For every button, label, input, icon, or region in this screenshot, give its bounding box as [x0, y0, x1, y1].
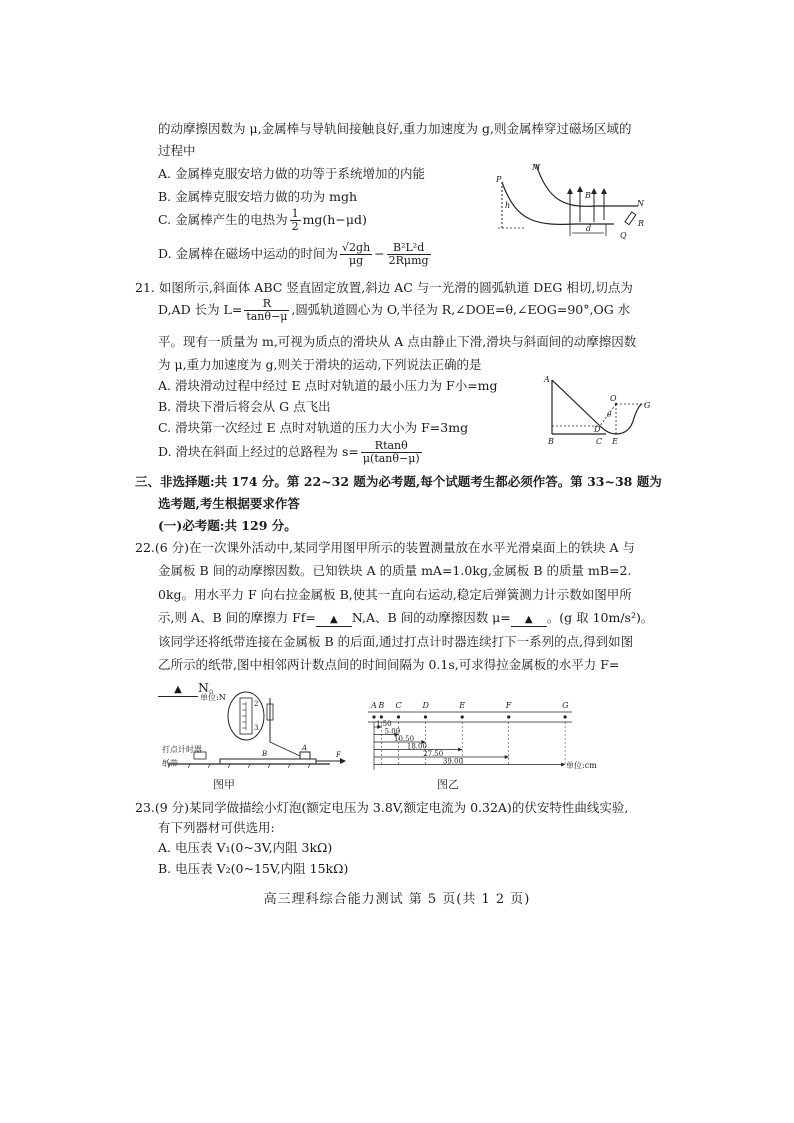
label-G: G [644, 401, 651, 410]
q22-line4 [158, 610, 653, 627]
q20-option-d-fraction2 [387, 242, 431, 267]
section3-line2: 选考题,考生根据要求作答 [158, 496, 300, 511]
q21-option-d [158, 440, 424, 465]
label-R: R [638, 219, 645, 228]
fraction-denominator: μg [349, 254, 364, 268]
fig-jia-label-F: F [336, 751, 341, 759]
tape-point-label-E: E [459, 701, 466, 710]
fraction-numerator: B²L²d [387, 242, 431, 255]
q21-line4: 为 μ,重力加速度为 g,则关于滑块的运动,下列说法正确的是 [158, 357, 482, 372]
tape-distance-label: 1.50 [376, 720, 392, 728]
tape-point-label-C: C [395, 701, 402, 710]
q21-line2-pre: D,AD 长为 L= [158, 302, 243, 318]
q22-line3: 0kg。用水平力 F 向右拉金属板 B,使其一直向右运动,稳定后弹簧测力计示数如图甲所 [158, 587, 632, 602]
fig-jia-tick3: 3 [254, 724, 259, 732]
q23-option-b: B. 电压表 V₂(0~15V,内阻 15kΩ) [158, 861, 349, 876]
q21-line2 [158, 298, 630, 323]
tape-dot-D [424, 715, 427, 718]
q22-line6: 乙所示的纸带,图中相邻两计数点间的时间间隔为 0.1s,可求得拉金属板的水平力 F= [158, 657, 620, 672]
label-C: C [596, 437, 603, 446]
fig-jia-unit: 单位:N [200, 693, 226, 702]
page-footer: 高三理科综合能力测试 第 5 页(共 1 2 页) [263, 892, 531, 907]
q20-option-c-text: C. 金属棒产生的电热为 [158, 212, 288, 228]
q20-rail-figure [496, 162, 646, 242]
tape-distance-label: 39.00 [442, 757, 463, 766]
q20-option-c [158, 208, 367, 233]
section3-line1: 三、非选择题:共 174 分。第 22~32 题为必考题,每个试题考生都必须作答。第 33~38 题为 [135, 474, 662, 489]
tape-distance-label: 18.00 [406, 742, 427, 751]
fig-yi-unit: 单位:cm [566, 761, 597, 770]
q21-line3: 平。现有一质量为 m,可视为质点的滑块从 A 点由静止下滑,滑块与斜面间的动摩擦因数 [158, 334, 637, 349]
fraction-denominator: 2 [291, 220, 299, 234]
label-M: M [532, 163, 541, 172]
tape-dot-B [380, 715, 383, 718]
q20-option-c-expr: mg(h−μd) [302, 212, 367, 228]
answer-blank-1[interactable]: ▲ [316, 614, 352, 627]
label-d: d [586, 224, 592, 233]
label-O: O [610, 394, 617, 403]
minus-sign: − [374, 246, 385, 262]
q22-line4-c: 。(g 取 10m/s²)。 [546, 610, 654, 625]
tape-point-label-A: A [371, 701, 377, 710]
tape-point-label-B: B [378, 701, 385, 710]
q20-stem-line1: 的动摩擦因数为 μ,金属棒与导轨间接触良好,重力加速度为 g,则金属棒穿过磁场区域的 [158, 121, 632, 136]
tape-dot-A [372, 715, 375, 718]
q23-option-a: A. 电压表 V₁(0~3V,内阻 3kΩ) [158, 840, 333, 855]
fig-jia-label-B: B [262, 750, 268, 758]
q20-option-c-fraction [290, 208, 301, 233]
fig-yi-caption: 图乙 [437, 778, 459, 791]
q20-option-a: A. 金属棒克服安培力做的功等于系统增加的内能 [158, 166, 425, 181]
fig-yi [366, 700, 616, 774]
q20-option-d-text: D. 金属棒在磁场中运动的时间为 [158, 246, 339, 262]
q21-l-fraction [244, 298, 289, 323]
tape-dimension-arrow [458, 748, 462, 752]
q21-option-d-fraction [361, 440, 422, 465]
tape-dot-F [507, 715, 510, 718]
tape-point-label-D: D [422, 701, 429, 710]
tape-distance-label: 27.50 [423, 750, 444, 758]
fraction-denominator: 2Rμmg [388, 254, 429, 268]
label-Q: Q [620, 231, 627, 240]
q20-option-d-fraction1 [340, 242, 372, 267]
q21-option-d-text: D. 滑块在斜面上经过的总路程为 s= [158, 444, 359, 460]
label-B: B [585, 191, 591, 200]
fig-jia-label-A: A [302, 744, 308, 752]
tape-dimension-arrow [561, 763, 565, 767]
tape-distance-label: 10.50 [394, 735, 415, 743]
tape-point-label-F: F [505, 701, 512, 710]
section3-subheading: (一)必考题:共 129 分。 [158, 518, 297, 533]
fraction-numerator: Rtanθ [361, 440, 422, 453]
label-A: A [544, 375, 550, 384]
fig-jia-caption: 图甲 [213, 778, 235, 791]
tape-distance-label: 5.00 [384, 727, 401, 736]
fig-jia [160, 690, 350, 770]
label-theta: θ [607, 411, 612, 419]
fraction-denominator: μ(tanθ−μ) [362, 452, 420, 466]
label-N: N [637, 199, 644, 208]
q21-line1: 21. 如图所示,斜面体 ABC 竖直固定放置,斜边 AC 与一光滑的圆弧轨道 DEG 相切,切点为 [135, 280, 633, 295]
q22-line4-a: 示,则 A、B 间的摩擦力 Ff= [158, 610, 316, 625]
tape-dot-E [461, 715, 464, 718]
fraction-numerator: √2gh [342, 241, 371, 254]
q23-line1: 23.(9 分)某同学做描绘小灯泡(额定电压为 3.8V,额定电流为 0.32A)的伏安特性曲线实验, [135, 800, 629, 815]
fraction-numerator: 1 [291, 207, 299, 220]
q22-line2: 金属板 B 间的动摩擦因数。已知铁块 A 的质量 mA=1.0kg,金属板 B 的质量 mB=2. [158, 563, 632, 578]
tape-point-label-G: G [562, 701, 569, 710]
label-P: P [496, 175, 502, 184]
q22-line7-post: N。 [198, 680, 222, 695]
q21-line2-post: ,圆弧轨道圆心为 O,半径为 R,∠DOE=θ,∠EOG=90°,OG 水 [291, 302, 631, 318]
q21-option-a: A. 滑块滑动过程中经过 E 点时对轨道的最小压力为 F小=mg [158, 378, 498, 393]
q22-line4-b: N,A、B 间的动摩擦因数 μ= [351, 610, 511, 625]
q21-incline-figure [542, 372, 657, 448]
fig-jia-tick2: 2 [254, 700, 259, 708]
q23-line2: 有下列器材可供选用: [158, 820, 275, 835]
fraction-denominator: tanθ−μ [246, 310, 288, 324]
answer-blank-2[interactable]: ▲ [511, 614, 547, 627]
q22-line1: 22.(6 分)在一次课外活动中,某同学用图甲所示的装置测量放在水平光滑桌面上的铁块 A 与 [135, 540, 636, 555]
q21-option-b: B. 滑块下滑后将会从 G 点飞出 [158, 399, 331, 414]
q22-line5: 该同学还将纸带连接在金属板 B 的后面,通过打点计时器连续打下一系列的点,得到如图 [158, 634, 634, 649]
tape-dot-C [397, 715, 400, 718]
label-E: E [612, 437, 618, 446]
q21-option-c: C. 滑块第一次经过 E 点时对轨道的压力大小为 F=3mg [158, 420, 469, 435]
q20-stem-line2: 过程中 [158, 143, 196, 158]
fraction-numerator: R [244, 298, 289, 311]
tape-dimension-arrow [505, 755, 509, 759]
label-D: D [594, 425, 601, 434]
label-h: h [505, 201, 511, 210]
fig-jia-tape: 纸带 [162, 759, 178, 768]
q20-option-d [158, 242, 433, 267]
tape-dot-G [564, 715, 567, 718]
answer-blank-3[interactable]: ▲ [158, 684, 198, 697]
label-B: B [548, 437, 554, 446]
fig-jia-timer: 打点计时器 [162, 745, 202, 754]
q20-option-b: B. 金属棒克服安培力做的功为 mgh [158, 189, 358, 204]
